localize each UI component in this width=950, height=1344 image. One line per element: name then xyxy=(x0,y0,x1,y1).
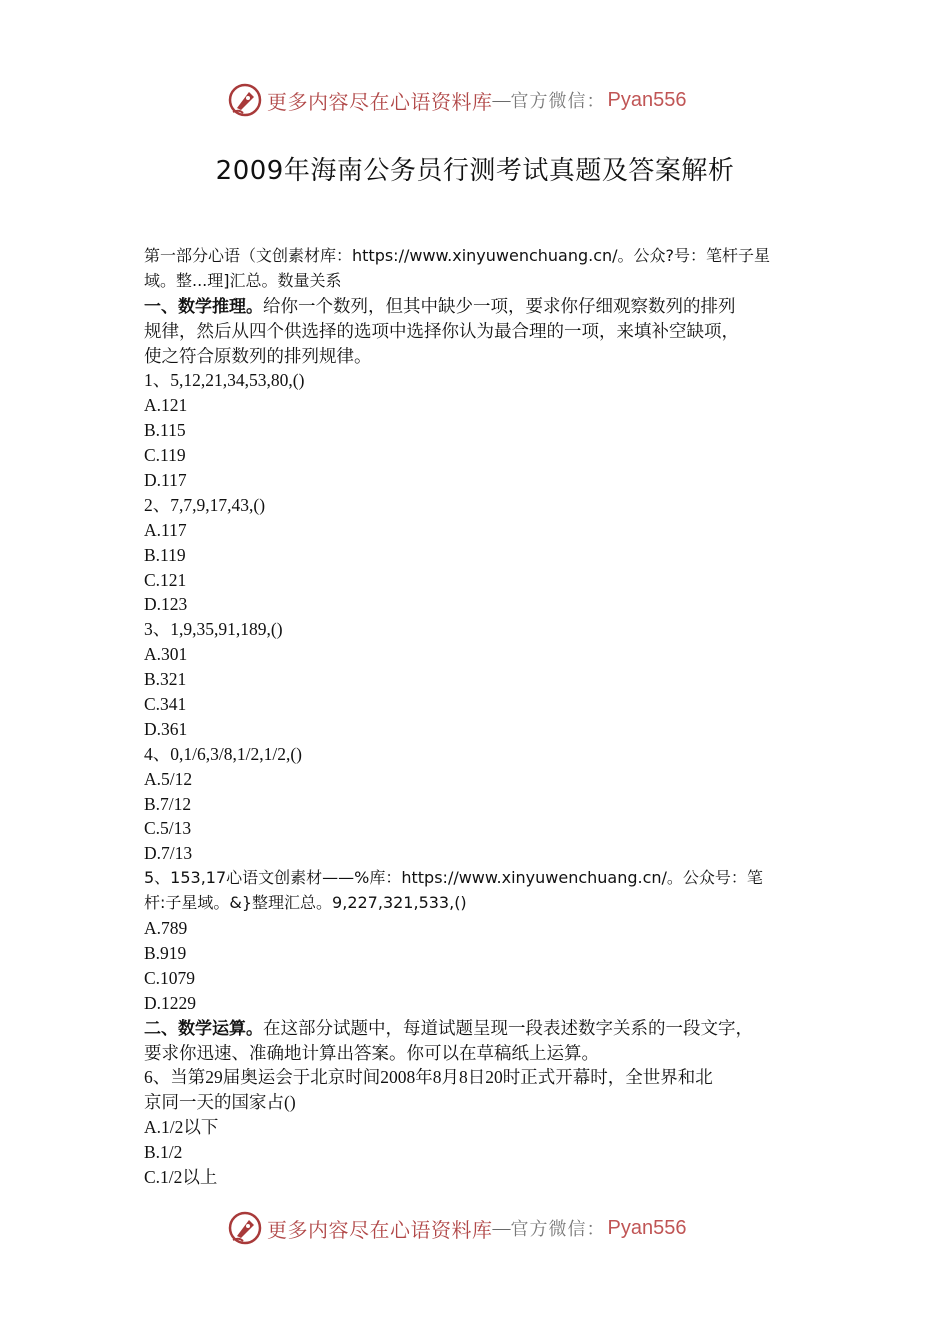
banner-content xyxy=(227,1210,686,1246)
section-heading: 二、数学运算。 xyxy=(144,1018,263,1039)
answer-option: D.123 xyxy=(144,594,188,615)
answer-option: A.1/2以下 xyxy=(144,1117,219,1138)
answer-option: A.117 xyxy=(144,519,187,540)
question-stem: 1、5,12,21,34,53,80,() xyxy=(144,370,305,391)
intro-line: 第一部分心语（文创素材库：https://www.xinyuwenchuang.cn/。公众?号：笔杆子星 xyxy=(144,246,771,265)
answer-option: A.789 xyxy=(144,918,188,939)
question-stem: 3、1,9,35,91,189,() xyxy=(144,619,283,640)
question-stem: 5、153,17心语文创素材——%库：https://www.xinyuwenchuang.cn/。公众号：笔 xyxy=(144,868,763,888)
answer-option: D.7/13 xyxy=(144,843,193,864)
answer-option: B.7/12 xyxy=(144,793,192,814)
answer-option: C.1079 xyxy=(144,967,196,988)
section-text-line: 规律，然后从四个供选择的选项中选择你认为最合理的一项，来填补空缺项， xyxy=(144,320,739,341)
footer-banner xyxy=(0,1208,950,1252)
section-text-line: 要求你迅速、准确地计算出答案。你可以在草稿纸上运算。 xyxy=(144,1042,599,1063)
answer-option: B.115 xyxy=(144,420,186,441)
answer-option: B.321 xyxy=(144,669,187,690)
section-intro xyxy=(144,1016,814,1041)
banner-wechat-id: Pyan556 xyxy=(607,88,687,111)
answer-option: A.5/12 xyxy=(144,768,193,789)
answer-option: C.1/2以上 xyxy=(144,1166,218,1187)
answer-option: B.1/2 xyxy=(144,1142,183,1163)
answer-option: A.301 xyxy=(144,644,188,665)
pen-nib-logo-icon xyxy=(227,82,263,118)
answer-option: D.117 xyxy=(144,470,187,491)
question-stem: 6、当第29届奥运会于北京时间2008年8月8日20时正式开幕时，全世界和北 xyxy=(144,1067,713,1088)
answer-option: C.5/13 xyxy=(144,818,192,839)
banner-dash: — xyxy=(492,89,511,110)
question-stem: 京同一天的国家占() xyxy=(144,1092,296,1113)
pen-nib-logo-icon xyxy=(227,1210,263,1246)
header-banner xyxy=(0,80,950,124)
answer-option: C.121 xyxy=(144,569,187,590)
answer-option: D.361 xyxy=(144,718,188,739)
answer-option: C.341 xyxy=(144,694,187,715)
banner-text: 更多内容尽在心语资料库 xyxy=(267,1217,493,1242)
section-intro xyxy=(144,294,814,319)
banner-content xyxy=(227,82,686,118)
question-stem: 4、0,1/6,3/8,1/2,1/2,() xyxy=(144,743,302,764)
banner-subtext: 官方微信： xyxy=(510,91,606,112)
document-body xyxy=(144,244,814,1190)
section-text-line: 使之符合原数列的排列规律。 xyxy=(144,345,372,366)
answer-option: B.119 xyxy=(144,544,186,565)
document-title: 2009年海南公务员行测考试真题及答案解析 xyxy=(215,156,735,186)
section-text: 给你一个数列，但其中缺少一项，要求你仔细观察数列的排列 xyxy=(263,295,736,316)
intro-line: 域。整...理]汇总。数量关系 xyxy=(144,270,342,290)
banner-wechat-id: Pyan556 xyxy=(607,1216,687,1239)
question-stem: 2、7,7,9,17,43,() xyxy=(144,494,266,515)
answer-option: D.1229 xyxy=(144,992,197,1013)
section-text: 在这部分试题中，每道试题呈现一段表述数字关系的一段文字， xyxy=(263,1017,753,1038)
banner-text: 更多内容尽在心语资料库 xyxy=(267,89,493,114)
answer-option: A.121 xyxy=(144,395,188,416)
section-heading: 一、数学推理。 xyxy=(144,296,263,317)
question-stem: 杆:子星域。&}整理汇总。9,227,321,533,() xyxy=(144,893,467,913)
banner-dash: — xyxy=(492,1217,511,1238)
banner-subtext: 官方微信： xyxy=(510,1219,606,1240)
answer-option: C.119 xyxy=(144,445,186,466)
answer-option: B.919 xyxy=(144,942,187,963)
